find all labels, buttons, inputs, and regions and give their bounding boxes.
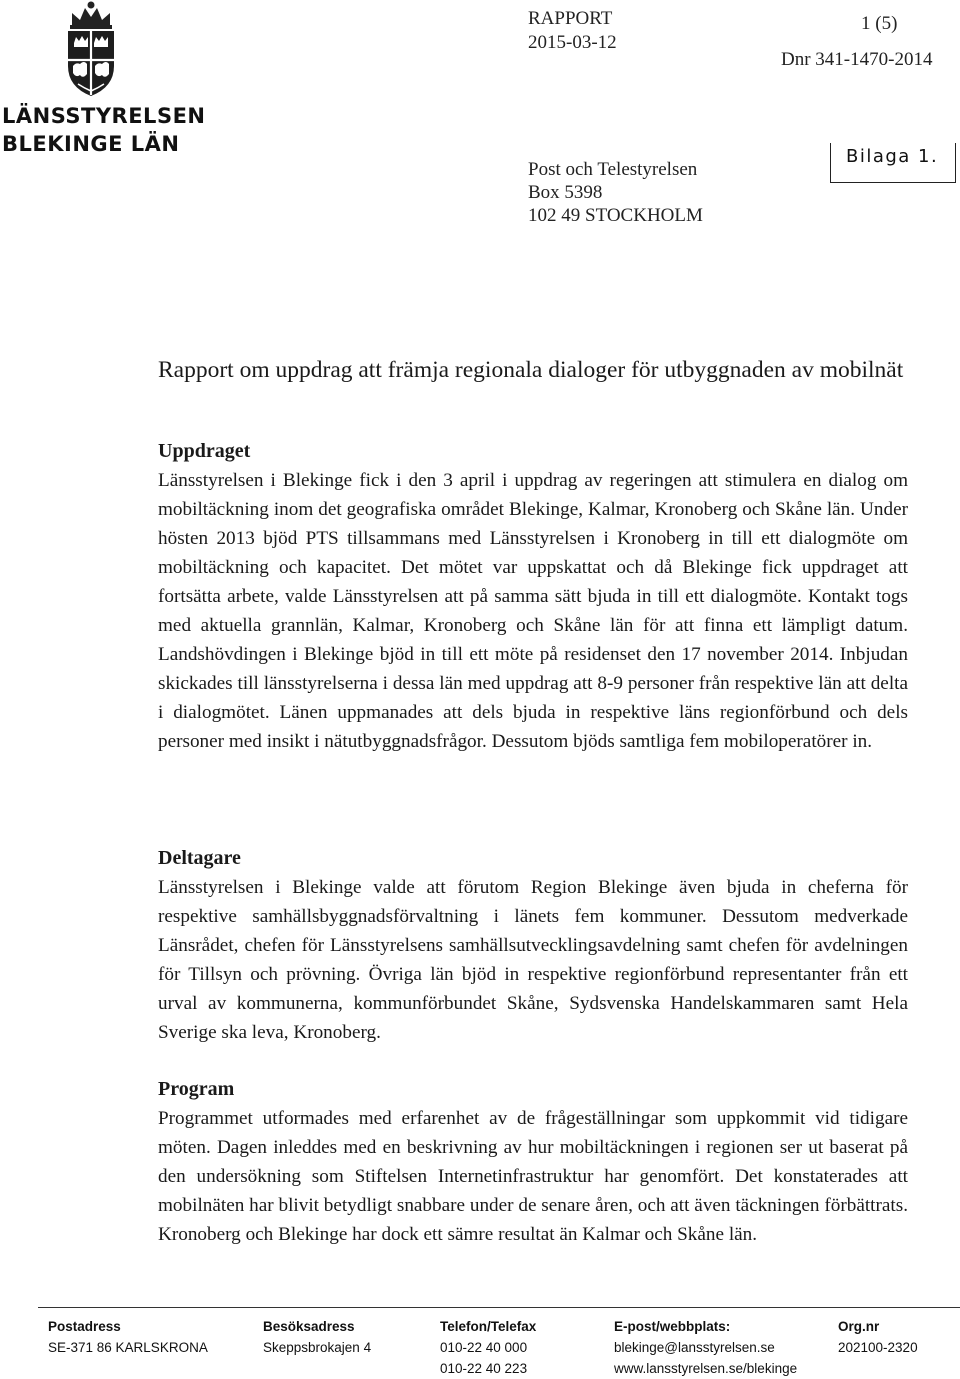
page-number: 1 (5) bbox=[861, 13, 898, 34]
footer-value: Skeppsbrokajen 4 bbox=[263, 1340, 372, 1355]
footer-phone: 010-22 40 000 bbox=[440, 1340, 528, 1355]
section-uppdraget bbox=[158, 437, 908, 756]
org-name-line1: LÄNSSTYRELSEN bbox=[2, 104, 206, 128]
footer-telefon bbox=[440, 1316, 536, 1379]
section-deltagare bbox=[158, 844, 908, 1047]
document-date: 2015-03-12 bbox=[528, 32, 617, 53]
recipient-city: 102 49 STOCKHOLM bbox=[528, 205, 703, 226]
diary-number: Dnr 341-1470-2014 bbox=[781, 49, 933, 70]
footer-divider bbox=[38, 1307, 960, 1308]
section-heading: Program bbox=[158, 1078, 235, 1100]
footer-label: Besöksadress bbox=[263, 1319, 355, 1334]
footer-label: E-post/webbplats: bbox=[614, 1319, 731, 1334]
footer-value: SE-371 86 KARLSKRONA bbox=[48, 1340, 208, 1355]
footer-label: Org.nr bbox=[838, 1319, 880, 1334]
org-name-line2: BLEKINGE LÄN bbox=[2, 132, 180, 156]
recipient-box: Box 5398 bbox=[528, 182, 603, 203]
recipient-name: Post och Telestyrelsen bbox=[528, 159, 698, 180]
footer-besoksadress bbox=[263, 1316, 371, 1358]
footer-website-link[interactable]: www.lansstyrelsen.se/blekinge bbox=[614, 1361, 798, 1376]
footer-orgnr bbox=[838, 1316, 918, 1358]
section-text: Länsstyrelsen i Blekinge fick i den 3 april i uppdrag av regeringen att stimulera en dialog om mobiltäckning inom det geografiska området Blekinge, Kalmar, Kronoberg och Skåne län. Under hösten 2013 bjöd PTS tillsammans med Länsstyrelsen i Kronoberg in till ett dialogmöte om mobiltäckning och kapacitet. Det mötet var uppskattat och då Blekinge fick uppdraget att fortsätta arbete, valde Länsstyrelsen att på samma sätt bjuda in till ett dialogmöte. Kontakt togs med aktuella grannlän, Kalmar, Kronoberg och Skåne län för att finna ett lämpligt datum. Landshövdingen i Blekinge bjöd in till ett möte på residenset den 17 november 2014. Inbjudan skickades till länsstyrelserna i dessa län med uppdrag att 8-9 personer från respektive län att delta i dialogmötet. Länen uppmanades att dels bjuda in respektive läns regionförbund och dels personer med insikt i nätutbyggnadsfrågor. Dessutom bjöds samtliga fem mobiloperatörer in. bbox=[158, 470, 908, 752]
footer-epost bbox=[614, 1316, 797, 1379]
coat-of-arms-icon bbox=[58, 0, 124, 100]
section-heading: Uppdraget bbox=[158, 440, 251, 462]
footer-label: Telefon/Telefax bbox=[440, 1319, 537, 1334]
footer-fax: 010-22 40 223 bbox=[440, 1361, 528, 1376]
section-program bbox=[158, 1075, 908, 1249]
document-type: RAPPORT bbox=[528, 8, 613, 29]
footer-email-link[interactable]: blekinge@lansstyrelsen.se bbox=[614, 1340, 775, 1355]
attachment-label: Bilaga 1. bbox=[830, 143, 956, 183]
recipient-address bbox=[528, 158, 703, 227]
footer-label: Postadress bbox=[48, 1319, 121, 1334]
section-heading: Deltagare bbox=[158, 847, 241, 869]
section-text: Programmet utformades med erfarenhet av de frågeställningar som uppkommit vid tidigare möten. Dagen inleddes med en beskrivning av hur mobiltäckningen i regionen ser ut baserat på den undersökning som Stiftelsen Internetinfrastruktur har genomfört. Det konstaterades att mobilnäten har blivit betydligt snabbare under de senare åren, och att även täckningen förbättrats. Kronoberg och Blekinge har dock ett sämre resultat än Kalmar och Skåne län. bbox=[158, 1108, 908, 1245]
footer-postadress bbox=[48, 1316, 208, 1358]
footer-value: 202100-2320 bbox=[838, 1340, 918, 1355]
section-text: Länsstyrelsen i Blekinge valde att förutom Region Blekinge även bjuda in cheferna för respektive samhällsbyggnadsförvaltning i länets fem kommuner. Dessutom medverkade Länsrådet, chefen för Länsstyrelsens samhällsutvecklingsavdelning samt chefen för avdelningen för Tillsyn och prövning. Övriga län bjöd in respektive regionförbund representanter från ett urval av kommunerna, kommunförbundet Skåne, Sydsvenska Handelskammaren samt Hela Sverige ska leva, Kronoberg. bbox=[158, 877, 908, 1043]
report-title: Rapport om uppdrag att främja regionala dialoger för utbyggnaden av mobilnät bbox=[158, 357, 904, 383]
